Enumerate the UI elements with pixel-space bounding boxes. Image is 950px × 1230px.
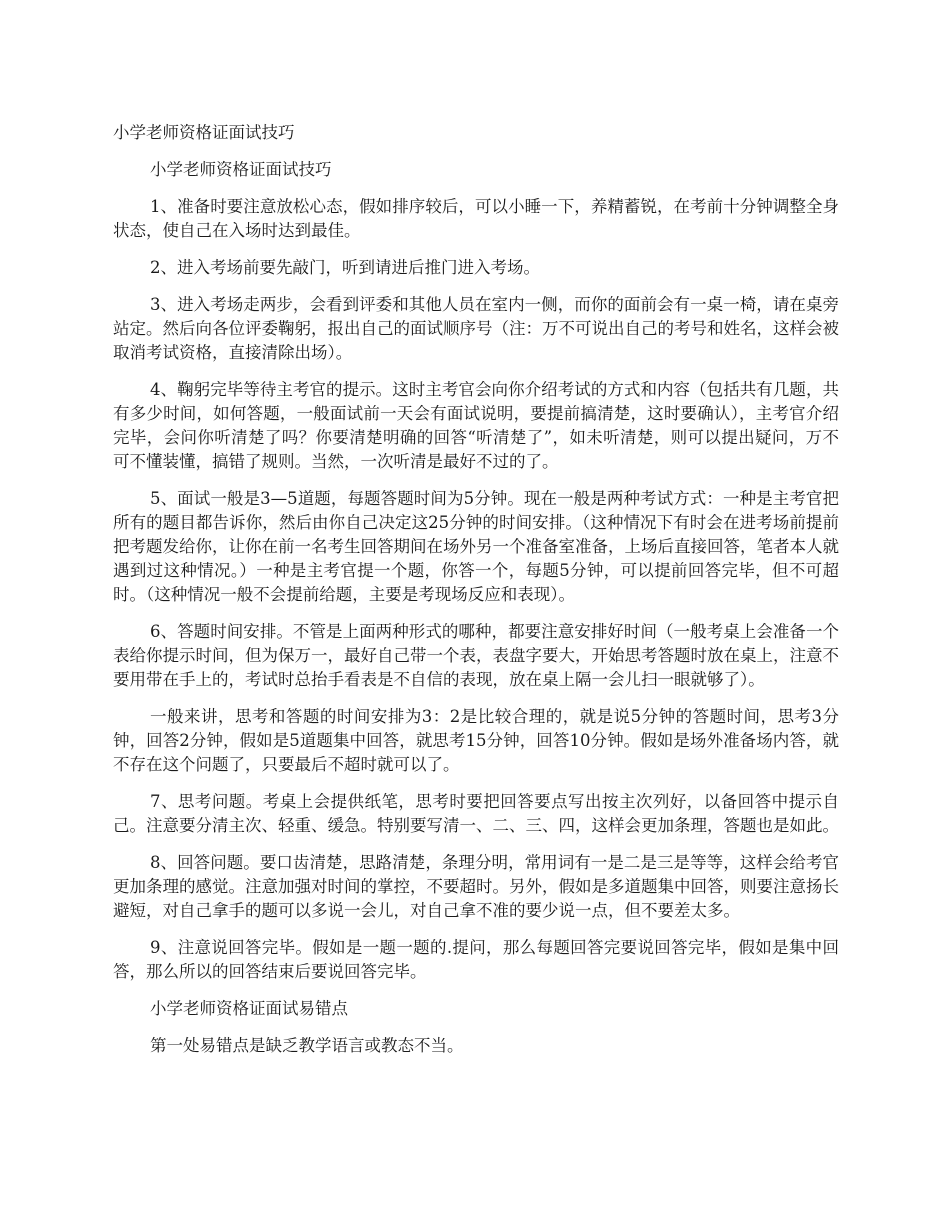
- paragraph-tip-3: 3、进入考场走两步，会看到评委和其他人员在室内一侧，而你的面前会有一桌一椅，请在桌旁站定。然后向各位评委鞠躬，报出自己的面试顺序号（注：万不可说出自己的考号和姓名，这样会被取消考试资格，直接清除出场）。: [113, 295, 839, 362]
- document-body: [113, 121, 839, 1071]
- paragraph-tip-5: 5、面试一般是3—5道题，每题答题时间为5分钟。现在一般是两种考试方式：一种是主考官把所有的题目都告诉你，然后由你自己决定这25分钟的时间安排。（这种情况下有时会在进考场前提前把考题发给你，让你在前一名考生回答期间在场外另一个准备室准备，上场后直接回答，笔者本人就遇到过这种情况。）一种是主考官提一个题，你答一个，每题5分钟，可以提前回答完毕，但不可超时。（这种情况一般不会提前给题，主要是考现场反应和表现）。: [113, 489, 839, 604]
- document-title: 小学老师资格证面试技巧: [113, 123, 295, 142]
- paragraph-tip-6: 6、答题时间安排。不管是上面两种形式的哪种，都要注意安排好时间（一般考桌上会准备一个表给你提示时间，但为保万一，最好自己带一个表，表盘字要大，开始思考答题时放在桌上，注意不要用带在手上的，考试时总抬手看表是不自信的表现，放在桌上隔一会儿扫一眼就够了）。: [113, 622, 839, 689]
- paragraph-tip-9: 9、注意说回答完毕。假如是一题一题的.提问，那么每题回答完要说回答完毕，假如是集中回答，那么所以的回答结束后要说回答完毕。: [113, 938, 839, 981]
- paragraph-tip-4: 4、鞠躬完毕等待主考官的提示。这时主考官会向你介绍考试的方式和内容（包括共有几题，共有多少时间，如何答题，一般面试前一天会有面试说明，要提前搞清楚，这时要确认），主考官介绍完毕，会问你听清楚了吗？你要清楚明确的回答“听清楚了”，如未听清楚，则可以提出疑问，万不可不懂装懂，搞错了规则。当然，一次听清是最好不过的了。: [113, 380, 839, 471]
- paragraph-tip-2: 2、进入考场前要先敲门，听到请进后推门进入考场。: [150, 258, 540, 277]
- paragraph-tip-7: 7、思考问题。考桌上会提供纸笔，思考时要把回答要点写出按主次列好，以备回答中提示自己。注意要分清主次、轻重、缓急。特别要写清一、二、三、四，这样会更加条理，答题也是如此。: [113, 792, 839, 835]
- paragraph-subtitle: 小学老师资格证面试技巧: [150, 160, 332, 179]
- paragraph-mistake-1: 第一处易错点是缺乏教学语言或教态不当。: [150, 1036, 464, 1055]
- section-heading-mistakes: 小学老师资格证面试易错点: [150, 999, 348, 1018]
- paragraph-tip-1: 1、准备时要注意放松心态，假如排序较后，可以小睡一下，养精蓄锐，在考前十分钟调整全身状态，使自己在入场时达到最佳。: [113, 197, 839, 240]
- paragraph-tip-8: 8、回答问题。要口齿清楚，思路清楚，条理分明，常用词有一是二是三是等等，这样会给考官更加条理的感觉。注意加强对时间的掌控，不要超时。另外，假如是多道题集中回答，则要注意扬长避短，对自己拿手的题可以多说一会儿，对自己拿不准的要少说一点，但不要差太多。: [113, 853, 839, 920]
- paragraph-time-ratio: 一般来讲，思考和答题的时间安排为3：2是比较合理的，就是说5分钟的答题时间，思考3分钟，回答2分钟，假如是5道题集中回答，就思考15分钟，回答10分钟。假如是场外准备场内答，就不存在这个问题了，只要最后不超时就可以了。: [113, 707, 839, 774]
